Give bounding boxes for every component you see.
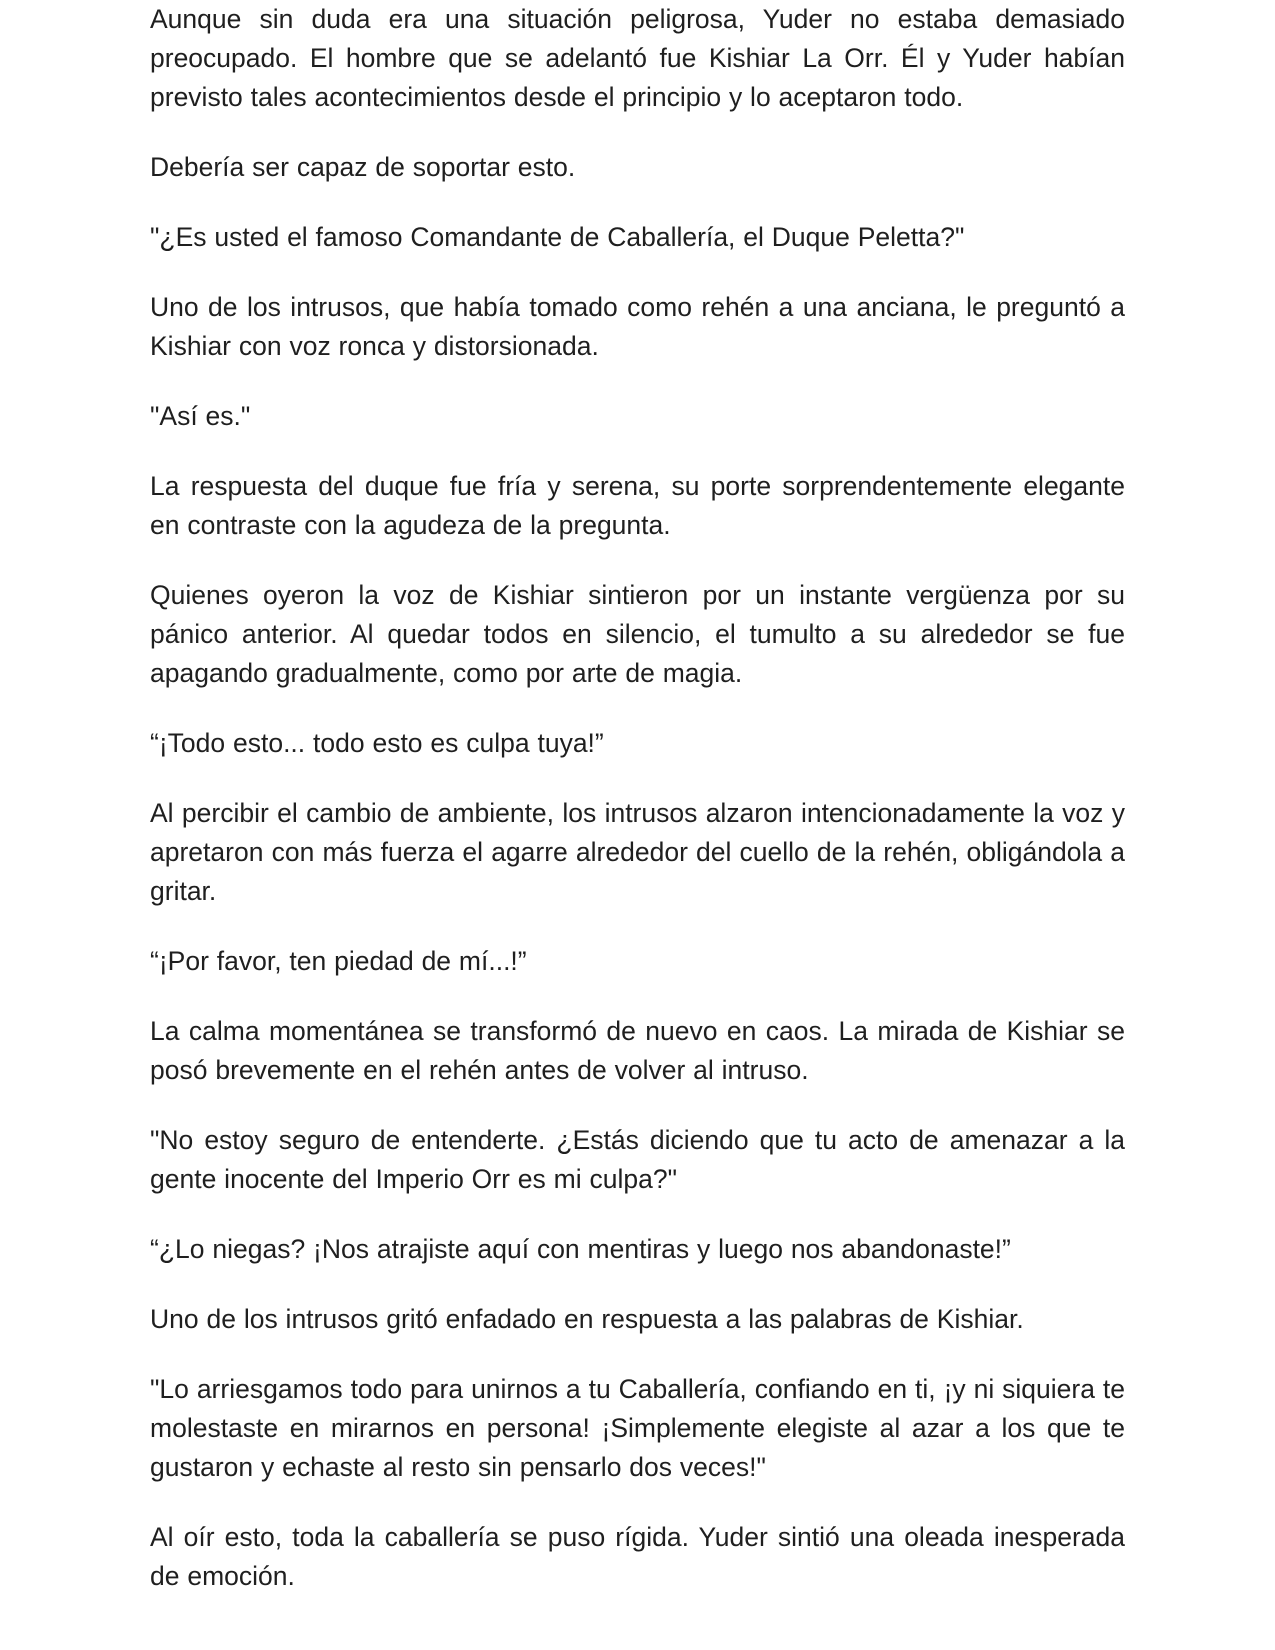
paragraph-9: Al percibir el cambio de ambiente, los intrusos alzaron intencionadamente la voz y apretaron con más fuerza el agarre alrededor del cuello de la rehén, obligándola a gritar. (150, 798, 1125, 906)
paragraph-16: Al oír esto, toda la caballería se puso rígida. Yuder sintió una oleada inesperada de emoción. (150, 1522, 1125, 1591)
paragraph-6: La respuesta del duque fue fría y serena, su porte sorprendentemente elegante en contraste con la agudeza de la pregunta. (150, 471, 1125, 540)
paragraph-15: "Lo arriesgamos todo para unirnos a tu Caballería, confiando en ti, ¡y ni siquiera te molestaste en mirarnos en persona! ¡Simplemente elegiste al azar a los que te gustaron y echaste al resto sin pensarlo dos veces!" (150, 1374, 1125, 1482)
paragraph-4: Uno de los intrusos, que había tomado como rehén a una anciana, le preguntó a Kishiar con voz ronca y distorsionada. (150, 292, 1125, 361)
paragraph-2: Debería ser capaz de soportar esto. (150, 152, 576, 182)
paragraph-5: "Así es." (150, 401, 251, 431)
paragraph-13: “¿Lo niegas? ¡Nos atrajiste aquí con mentiras y luego nos abandonaste!” (150, 1234, 1011, 1264)
paragraph-12: "No estoy seguro de entenderte. ¿Estás diciendo que tu acto de amenazar a la gente inocente del Imperio Orr es mi culpa?" (150, 1125, 1125, 1194)
paragraph-14: Uno de los intrusos gritó enfadado en respuesta a las palabras de Kishiar. (150, 1304, 1024, 1334)
paragraph-1: Aunque sin duda era una situación peligrosa, Yuder no estaba demasiado preocupado. El hombre que se adelantó fue Kishiar La Orr. Él y Yuder habían previsto tales acontecimientos desde el principio y lo aceptaron todo. (150, 4, 1125, 112)
paragraph-3: "¿Es usted el famoso Comandante de Caballería, el Duque Peletta?" (150, 222, 965, 252)
paragraph-11: La calma momentánea se transformó de nuevo en caos. La mirada de Kishiar se posó brevemente en el rehén antes de volver al intruso. (150, 1016, 1125, 1085)
paragraph-8: “¡Todo esto... todo esto es culpa tuya!” (150, 728, 604, 758)
paragraph-7: Quienes oyeron la voz de Kishiar sintieron por un instante vergüenza por su pánico anterior. Al quedar todos en silencio, el tumulto a su alrededor se fue apagando gradualmente, como por arte de magia. (150, 580, 1125, 688)
paragraph-10: “¡Por favor, ten piedad de mí...!” (150, 946, 527, 976)
document-page (150, 0, 1125, 1627)
